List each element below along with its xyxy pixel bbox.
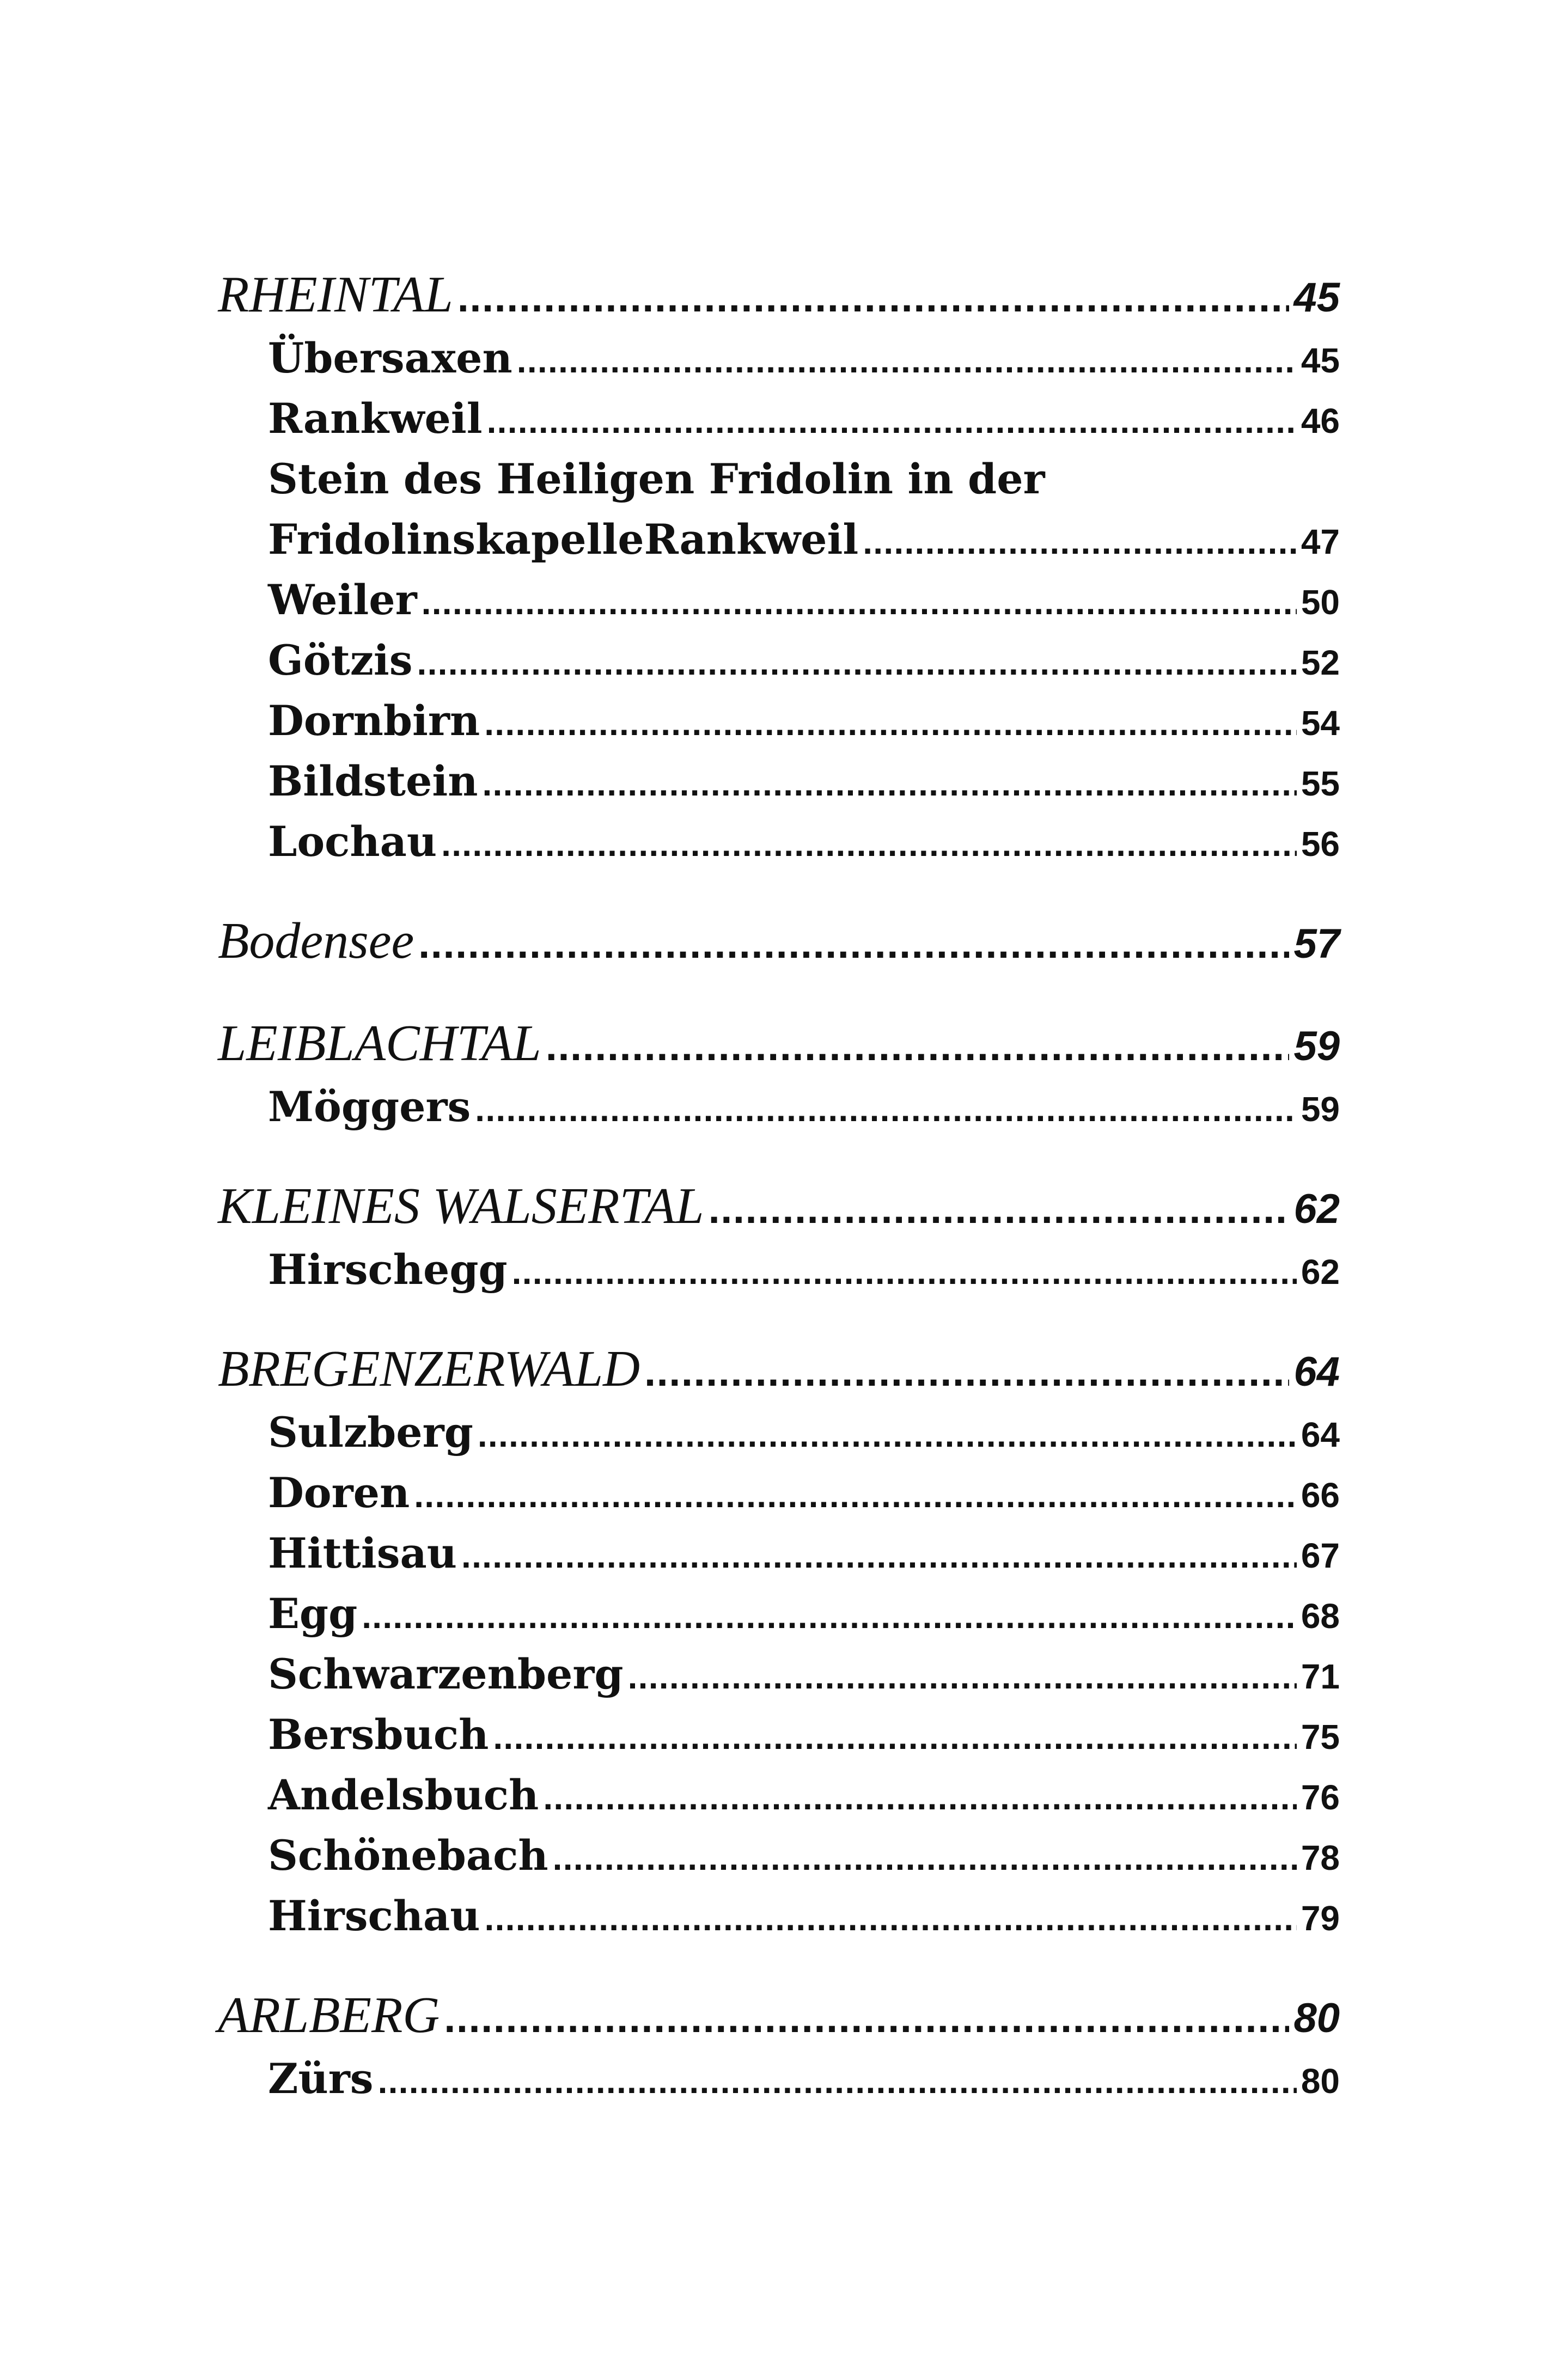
entry-row [268,811,1340,872]
section-title: ARLBERG [218,1987,440,2044]
section-page-number: 57 [1293,921,1340,967]
dot-leader [422,582,1297,622]
toc-entry[interactable] [218,388,1340,449]
entry-title: Möggers [268,1082,471,1131]
dot-leader [441,824,1297,864]
toc-entry[interactable] [218,1644,1340,1704]
toc-entry[interactable] [218,1886,1340,1946]
entry-title: Lochau [268,817,437,866]
entry-page-number: 52 [1301,643,1340,682]
entry-title: FridolinskapelleRankweil [268,515,859,564]
toc-entry[interactable] [218,449,1340,570]
toc-entry[interactable] [218,570,1340,630]
entry-row [268,1463,1340,1523]
section-title: Bodensee [218,913,414,969]
entry-title: Sulzberg [268,1408,473,1457]
dot-leader [546,1023,1290,1070]
section-title: LEIBLACHTAL [218,1015,541,1072]
dot-leader [378,2061,1297,2101]
section-heading-row[interactable] [218,1010,1340,1076]
entry-page-number: 46 [1301,401,1340,440]
entry-title: Rankweil [268,394,483,443]
entry-title: Dornbirn [268,696,480,745]
entry-row [268,2048,1340,2109]
toc-entry[interactable] [218,328,1340,388]
dot-leader [414,1475,1297,1515]
entry-row [268,1583,1340,1644]
entry-row [268,751,1340,811]
entry-row [268,1644,1340,1704]
toc-entry[interactable] [218,751,1340,811]
toc-entry[interactable] [218,630,1340,690]
entry-page-number: 75 [1301,1717,1340,1757]
entry-row [268,1886,1340,1946]
entry-title: Egg [268,1589,358,1638]
section-heading-row[interactable] [218,908,1340,974]
entry-row [268,1765,1340,1825]
entry-page-number: 54 [1301,703,1340,743]
toc-section [218,1982,1340,2109]
section-heading-row[interactable] [218,1982,1340,2048]
dot-leader [457,274,1290,321]
dot-leader [512,1252,1297,1292]
toc-entry[interactable] [218,690,1340,751]
dot-leader [417,643,1297,683]
section-page-number: 62 [1293,1186,1340,1232]
entry-row [268,1825,1340,1886]
toc-entry[interactable] [218,1402,1340,1463]
toc-section [218,1010,1340,1137]
entry-page-number: 68 [1301,1596,1340,1636]
dot-leader [484,703,1297,743]
toc-entry[interactable] [218,1523,1340,1583]
dot-leader [553,1838,1297,1878]
entry-page-number: 56 [1301,824,1340,864]
entry-page-number: 50 [1301,583,1340,622]
entry-row [268,1076,1340,1137]
dot-leader [483,763,1297,804]
entry-row [268,388,1340,449]
entry-page-number: 64 [1301,1415,1340,1454]
table-of-contents [218,261,1340,2145]
section-heading-row[interactable] [218,1173,1340,1239]
entry-page-number: 45 [1301,341,1340,380]
section-page-number: 80 [1293,1995,1340,2041]
dot-leader [709,1185,1290,1233]
entry-row [268,1704,1340,1765]
entry-page-number: 66 [1301,1476,1340,1515]
dot-leader [863,522,1297,562]
entry-page-number: 78 [1301,1838,1340,1877]
entry-title: Schwarzenberg [268,1650,624,1698]
toc-section [218,261,1340,872]
toc-entry[interactable] [218,1463,1340,1523]
toc-section [218,1336,1340,1946]
entry-page-number: 79 [1301,1899,1340,1938]
entry-title: Weiler [268,576,417,624]
entry-row [268,328,1340,388]
entry-page-number: 59 [1301,1090,1340,1129]
dot-leader [362,1596,1297,1636]
dot-leader [478,1415,1297,1455]
section-title: BREGENZERWALD [218,1341,640,1397]
entry-page-number: 76 [1301,1778,1340,1817]
toc-entry[interactable] [218,1765,1340,1825]
toc-entry[interactable] [218,1825,1340,1886]
section-page-number: 59 [1293,1023,1340,1069]
dot-leader [418,920,1289,968]
dot-leader [493,1717,1296,1757]
entry-title: Andelsbuch [268,1771,539,1819]
dot-leader [517,340,1297,381]
entry-page-number: 71 [1301,1657,1340,1696]
section-heading-row[interactable] [218,1336,1340,1402]
dot-leader [485,1898,1297,1938]
toc-section [218,908,1340,974]
entry-title: Hirschau [268,1892,480,1940]
dot-leader [475,1089,1297,1129]
entry-row [268,690,1340,751]
entry-page-number: 80 [1301,2061,1340,2101]
dot-leader [644,1348,1289,1396]
toc-entry[interactable] [218,1583,1340,1644]
entry-page-number: 67 [1301,1536,1340,1575]
entry-title: Übersaxen [268,334,512,382]
section-page-number: 64 [1293,1349,1340,1395]
entry-row [268,1239,1340,1300]
section-page-number: 45 [1293,274,1340,321]
entry-title: Doren [268,1469,410,1517]
entry-row [268,509,1340,570]
entry-row [268,1523,1340,1583]
entry-row [268,1402,1340,1463]
entry-page-number: 55 [1301,764,1340,803]
toc-entry[interactable] [218,811,1340,872]
entry-title: Bildstein [268,757,478,805]
entry-page-number: 47 [1301,522,1340,561]
dot-leader [461,1535,1297,1576]
entry-title-line: Stein des Heiligen Fridolin in der [268,455,1045,503]
entry-title: Hirschegg [268,1245,508,1294]
entry-row [268,570,1340,630]
dot-leader [543,1777,1297,1818]
toc-entry[interactable] [218,1239,1340,1300]
dot-leader [628,1656,1297,1697]
entry-title: Götzis [268,636,413,684]
entry-page-number: 62 [1301,1252,1340,1292]
entry-title: Zürs [268,2054,374,2103]
toc-section [218,1173,1340,1300]
section-title: RHEINTAL [218,266,453,323]
section-title: KLEINES WALSERTAL [218,1178,704,1234]
toc-entry[interactable] [218,1076,1340,1137]
entry-title: Hittisau [268,1529,457,1577]
section-heading-row[interactable] [218,261,1340,328]
dot-leader [444,1994,1289,2042]
entry-row [268,630,1340,690]
toc-entry[interactable] [218,1704,1340,1765]
dot-leader [487,401,1297,441]
toc-entry[interactable] [218,2048,1340,2109]
entry-title: Schönebach [268,1831,548,1880]
entry-title: Bersbuch [268,1710,489,1759]
